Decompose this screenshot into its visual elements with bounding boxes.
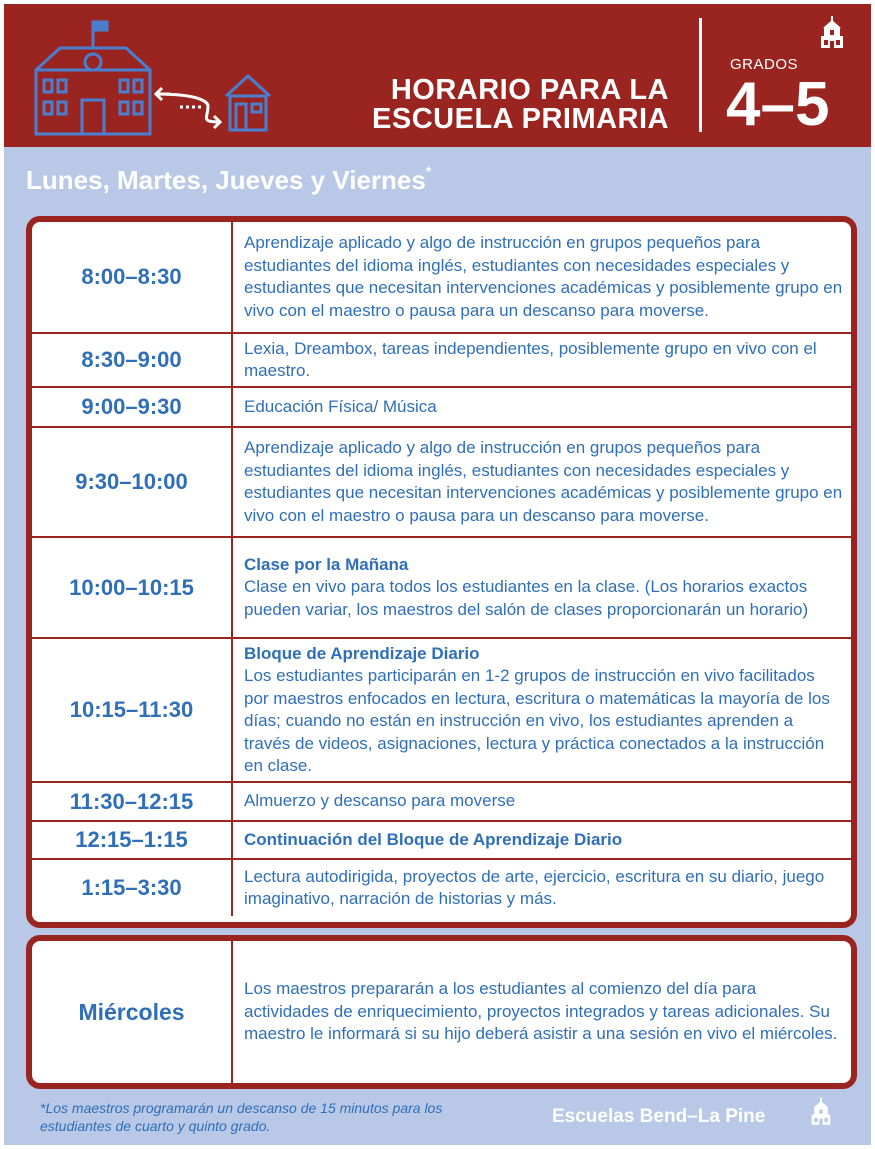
table-row xyxy=(32,428,851,538)
brand-name: Escuelas Bend–La Pine xyxy=(552,1106,766,1127)
page-title xyxy=(372,76,669,134)
time-cell: 8:00–8:30 xyxy=(32,222,233,332)
table-row xyxy=(32,388,851,428)
schoolhouse-icon xyxy=(819,16,845,50)
title-line-1: HORARIO PARA LA xyxy=(390,74,669,106)
table-row xyxy=(32,783,851,822)
school-building-icon xyxy=(30,18,280,138)
description-title: Continuación del Bloque de Aprendizaje Diario xyxy=(244,829,623,849)
description-text: Educación Física/ Música xyxy=(244,396,437,416)
time-cell: 10:00–10:15 xyxy=(32,538,233,637)
description-text: Aprendizaje aplicado y algo de instrucción en grupos pequeños para estudiantes del idioma inglés, estudiantes con necesidades especiales y estudiantes que necesitan intervenciones académicas y posiblemente grupo en vivo con el maestro o pausa para un descanso para moverse. xyxy=(244,233,843,320)
wednesday-text: Los maestros prepararán a los estudiantes al comienzo del día para actividades de enriquecimiento, proyectos integrados y tareas adicionales. Su maestro le informará si su hijo deberá asistir a una sesión en vivo el miércoles. xyxy=(244,979,838,1044)
house-icon xyxy=(226,76,270,130)
grades-range: 4–5 xyxy=(726,70,830,139)
table-row xyxy=(32,538,851,639)
description-text: Lectura autodirigida, proyectos de arte, ejercicio, escritura en su diario, juego imaginativo, narración de historias y más. xyxy=(244,866,825,908)
footnote: *Los maestros programarán un descanso de 15 minutos para los estudiantes de cuarto y quinto grado. xyxy=(40,1100,443,1134)
header-banner xyxy=(4,4,871,147)
table-row xyxy=(32,860,851,916)
table-row xyxy=(32,334,851,388)
grades-label: GRADOS xyxy=(730,56,799,73)
table-row xyxy=(32,639,851,783)
description-cell xyxy=(244,334,844,386)
days-heading xyxy=(26,165,431,196)
description-text: Aprendizaje aplicado y algo de instrucción en grupos pequeños para estudiantes del idioma inglés, estudiantes con necesidades especiales y estudiantes que necesitan intervenciones académicas y posiblemente grupo en vivo con el maestro o pausa para un descanso para moverse. xyxy=(244,438,843,525)
time-cell: 8:30–9:00 xyxy=(32,334,233,386)
description-cell xyxy=(244,860,844,916)
wednesday-description xyxy=(244,941,839,1083)
description-title: Clase por la Mañana xyxy=(244,554,409,574)
page xyxy=(4,4,871,1145)
description-text: Los estudiantes participarán en 1-2 grupos de instrucción en vivo facilitados por maestros enfocados en lectura, escritura o matemáticas la mayoría de los días; cuando no están en instrucción en vivo, los estudiantes aprenden a través de videos, asignaciones, lectura y práctica conectados a la instrucción en clase. xyxy=(244,666,830,775)
schedule-table xyxy=(26,216,857,928)
description-title: Bloque de Aprendizaje Diario xyxy=(244,643,480,663)
title-line-2: ESCUELA PRIMARIA xyxy=(372,103,669,135)
header-divider xyxy=(699,18,702,132)
time-cell: 1:15–3:30 xyxy=(32,860,233,916)
description-cell xyxy=(244,222,844,332)
description-text: Lexia, Dreambox, tareas independientes, posiblemente grupo en vivo con el maestro. xyxy=(244,338,817,380)
table-row xyxy=(32,822,851,860)
description-cell xyxy=(244,639,844,781)
time-cell: 12:15–1:15 xyxy=(32,822,233,858)
description-cell xyxy=(244,388,844,426)
time-cell: 9:30–10:00 xyxy=(32,428,233,536)
description-text: Almuerzo y descanso para moverse xyxy=(244,791,516,811)
table-row xyxy=(32,222,851,334)
time-cell: 10:15–11:30 xyxy=(32,639,233,781)
description-cell xyxy=(244,538,844,637)
description-text: Clase en vivo para todos los estudiantes en la clase. (Los horarios exactos pueden variar, los maestros del salón de clases proporcionarán un horario) xyxy=(244,577,809,619)
time-cell: 9:00–9:30 xyxy=(32,388,233,426)
description-cell xyxy=(244,428,844,536)
days-asterisk: * xyxy=(425,163,432,179)
wednesday-label: Miércoles xyxy=(32,941,233,1083)
time-cell: 11:30–12:15 xyxy=(32,783,233,820)
arrows-icon xyxy=(156,88,220,128)
description-cell xyxy=(244,822,844,858)
description-cell xyxy=(244,783,844,820)
days-heading-text: Lunes, Martes, Jueves y Viernes xyxy=(26,165,426,195)
wednesday-box xyxy=(26,935,857,1089)
schoolhouse-icon xyxy=(810,1096,832,1128)
